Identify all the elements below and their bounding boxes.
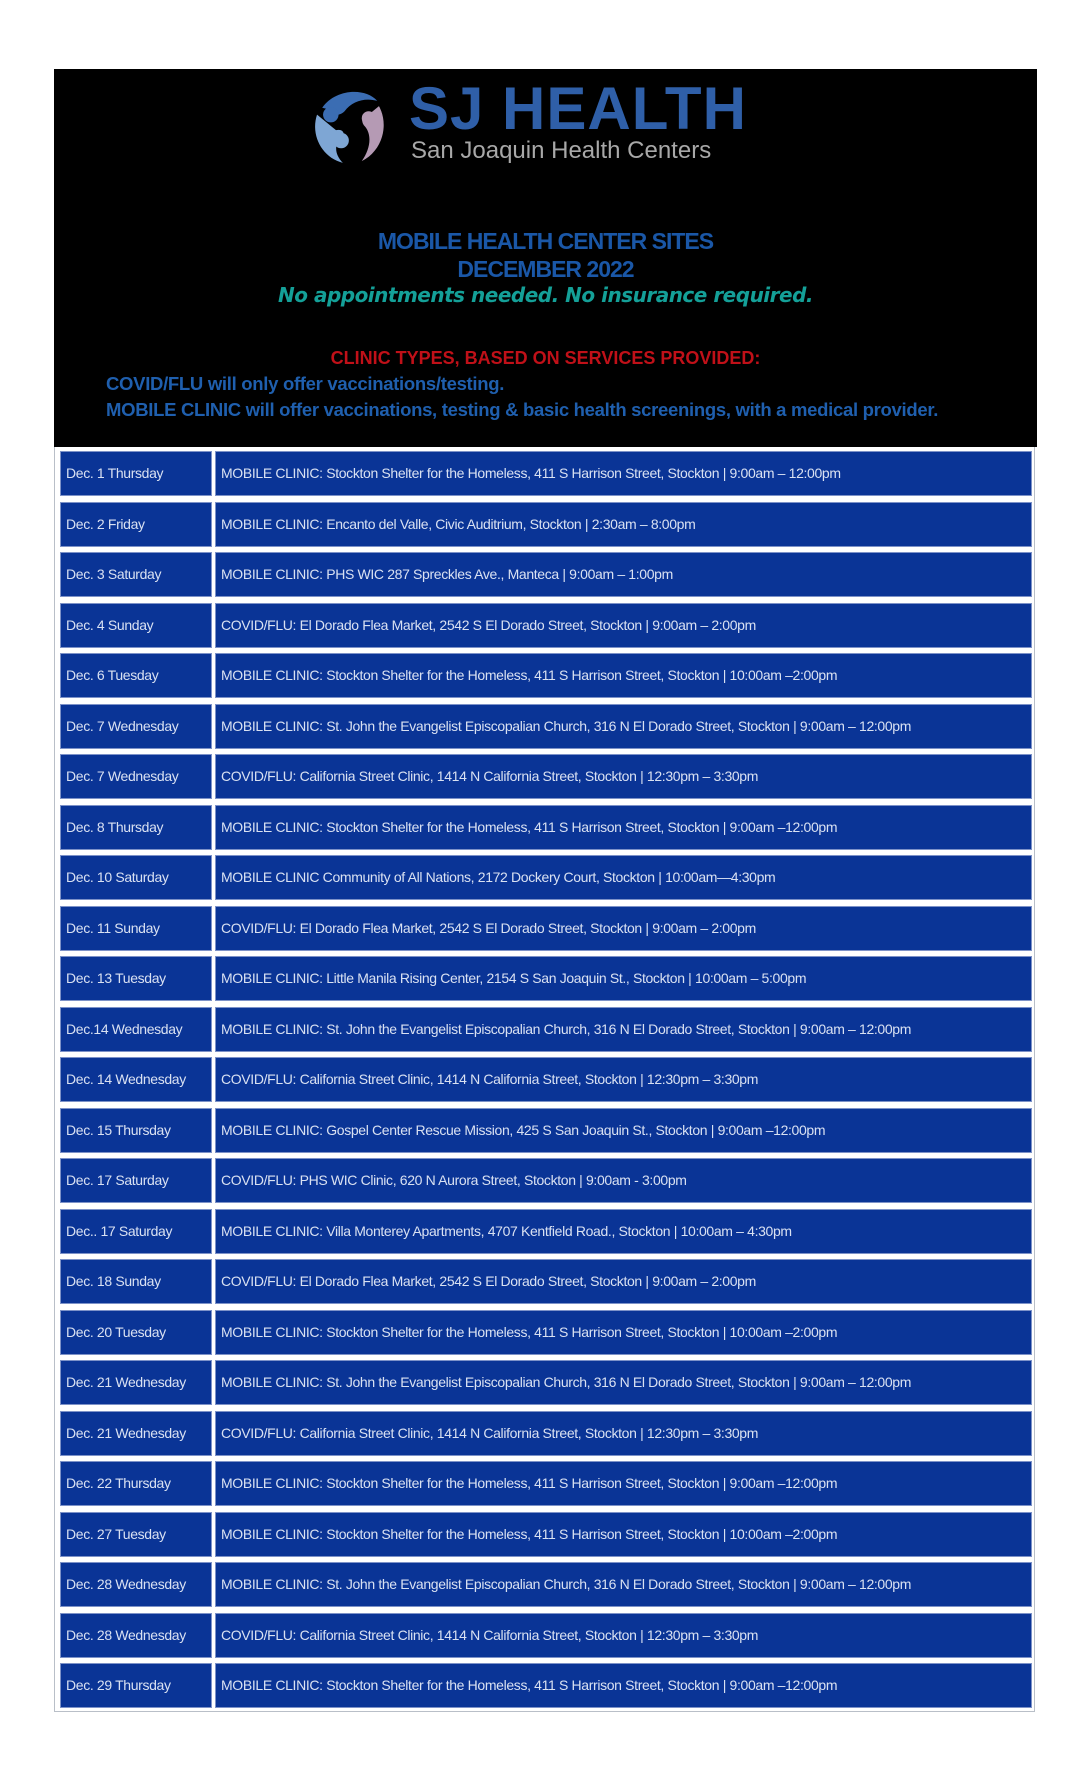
- logo-title: SJ HEALTH: [409, 75, 747, 142]
- details-cell: MOBILE CLINIC: Stockton Shelter for the Homeless, 411 S Harrison Street, Stockton | 9:00am – 12:00pm: [216, 452, 1031, 495]
- page-title: MOBILE HEALTH CENTER SITES: [377, 228, 714, 254]
- table-row: [61, 1109, 1031, 1152]
- sj-health-logo: [305, 75, 785, 170]
- table-row: [61, 604, 1031, 647]
- table-row: [61, 1462, 1031, 1505]
- details-cell: COVID/FLU: California Street Clinic, 1414 N California Street, Stockton | 12:30pm – 3:30pm: [216, 755, 1031, 798]
- schedule-table: [61, 452, 1031, 1715]
- date-cell: Dec. 28 Wednesday: [61, 1614, 211, 1657]
- table-row: [61, 806, 1031, 849]
- details-cell: COVID/FLU: California Street Clinic, 1414 N California Street, Stockton | 12:30pm – 3:30pm: [216, 1412, 1031, 1455]
- table-row: [61, 1159, 1031, 1202]
- clinic-types-heading: CLINIC TYPES, BASED ON SERVICES PROVIDED:: [330, 348, 761, 368]
- details-cell: MOBILE CLINIC: Stockton Shelter for the Homeless, 411 S Harrison Street, Stockton | 10:00am –2:00pm: [216, 1513, 1031, 1556]
- table-row: [61, 1311, 1031, 1354]
- details-cell: MOBILE CLINIC: Villa Monterey Apartments, 4707 Kentfield Road., Stockton | 10:00am – 4:30pm: [216, 1210, 1031, 1253]
- date-cell: Dec. 21 Wednesday: [61, 1361, 211, 1404]
- table-row: [61, 755, 1031, 798]
- page-subtitle-month: DECEMBER 2022: [457, 256, 634, 282]
- table-row: [61, 503, 1031, 546]
- details-cell: COVID/FLU: El Dorado Flea Market, 2542 S El Dorado Street, Stockton | 9:00am – 2:00pm: [216, 1260, 1031, 1303]
- details-cell: MOBILE CLINIC: Encanto del Valle, Civic Auditrium, Stockton | 2:30am – 8:00pm: [216, 503, 1031, 546]
- date-cell: Dec.14 Wednesday: [61, 1008, 211, 1051]
- date-cell: Dec. 20 Tuesday: [61, 1311, 211, 1354]
- table-row: [61, 1260, 1031, 1303]
- details-cell: MOBILE CLINIC Community of All Nations, 2172 Dockery Court, Stockton | 10:00am—4:30pm: [216, 856, 1031, 899]
- details-cell: COVID/FLU: California Street Clinic, 1414 N California Street, Stockton | 12:30pm – 3:30pm: [216, 1614, 1031, 1657]
- date-cell: Dec. 17 Saturday: [61, 1159, 211, 1202]
- details-cell: COVID/FLU: California Street Clinic, 1414 N California Street, Stockton | 12:30pm – 3:30pm: [216, 1058, 1031, 1101]
- details-cell: MOBILE CLINIC: St. John the Evangelist Episcopalian Church, 316 N El Dorado Street, Stockton | 9:00am – 12:00pm: [216, 705, 1031, 748]
- details-cell: MOBILE CLINIC: Stockton Shelter for the Homeless, 411 S Harrison Street, Stockton | 9:00am –12:00pm: [216, 806, 1031, 849]
- table-row: [61, 1210, 1031, 1253]
- date-cell: Dec. 4 Sunday: [61, 604, 211, 647]
- date-cell: Dec. 2 Friday: [61, 503, 211, 546]
- date-cell: Dec. 13 Tuesday: [61, 957, 211, 1000]
- table-row: [61, 1008, 1031, 1051]
- date-cell: Dec. 14 Wednesday: [61, 1058, 211, 1101]
- table-row: [61, 1664, 1031, 1707]
- table-row: [61, 1058, 1031, 1101]
- details-cell: MOBILE CLINIC: Stockton Shelter for the Homeless, 411 S Harrison Street, Stockton | 10:00am –2:00pm: [216, 654, 1031, 697]
- table-row: [61, 1563, 1031, 1606]
- details-cell: MOBILE CLINIC: Stockton Shelter for the Homeless, 411 S Harrison Street, Stockton | 9:00am –12:00pm: [216, 1462, 1031, 1505]
- date-cell: Dec. 8 Thursday: [61, 806, 211, 849]
- table-row: [61, 907, 1031, 950]
- date-cell: Dec. 29 Thursday: [61, 1664, 211, 1707]
- date-cell: Dec. 21 Wednesday: [61, 1412, 211, 1455]
- date-cell: Dec. 10 Saturday: [61, 856, 211, 899]
- clinic-type-covid-flu: COVID/FLU will only offer vaccinations/testing.: [106, 373, 505, 394]
- details-cell: MOBILE CLINIC: Stockton Shelter for the Homeless, 411 S Harrison Street, Stockton | 10:00am –2:00pm: [216, 1311, 1031, 1354]
- details-cell: MOBILE CLINIC: St. John the Evangelist Episcopalian Church, 316 N El Dorado Street, Stockton | 9:00am – 12:00pm: [216, 1361, 1031, 1404]
- details-cell: COVID/FLU: El Dorado Flea Market, 2542 S El Dorado Street, Stockton | 9:00am – 2:00pm: [216, 907, 1031, 950]
- people-circle-logo-icon: [305, 82, 391, 168]
- table-row: [61, 856, 1031, 899]
- clinic-type-mobile-clinic: MOBILE CLINIC will offer vaccinations, testing & basic health screenings, with a medical provider.: [106, 399, 939, 420]
- date-cell: Dec.. 17 Saturday: [61, 1210, 211, 1253]
- date-cell: Dec. 27 Tuesday: [61, 1513, 211, 1556]
- tagline: No appointments needed. No insurance required.: [278, 283, 813, 307]
- date-cell: Dec. 6 Tuesday: [61, 654, 211, 697]
- date-cell: Dec. 11 Sunday: [61, 907, 211, 950]
- details-cell: MOBILE CLINIC: St. John the Evangelist Episcopalian Church, 316 N El Dorado Street, Stockton | 9:00am – 12:00pm: [216, 1008, 1031, 1051]
- details-cell: MOBILE CLINIC: Little Manila Rising Center, 2154 S San Joaquin St., Stockton | 10:00am – 5:00pm: [216, 957, 1031, 1000]
- date-cell: Dec. 1 Thursday: [61, 452, 211, 495]
- logo-subtitle: San Joaquin Health Centers: [411, 137, 712, 164]
- table-row: [61, 705, 1031, 748]
- table-row: [61, 957, 1031, 1000]
- details-cell: MOBILE CLINIC: Gospel Center Rescue Mission, 425 S San Joaquin St., Stockton | 9:00am –12:00pm: [216, 1109, 1031, 1152]
- date-cell: Dec. 15 Thursday: [61, 1109, 211, 1152]
- details-cell: MOBILE CLINIC: PHS WIC 287 Spreckles Ave., Manteca | 9:00am – 1:00pm: [216, 553, 1031, 596]
- table-row: [61, 1614, 1031, 1657]
- table-row: [61, 1361, 1031, 1404]
- table-row: [61, 1513, 1031, 1556]
- date-cell: Dec. 7 Wednesday: [61, 755, 211, 798]
- details-cell: MOBILE CLINIC: Stockton Shelter for the Homeless, 411 S Harrison Street, Stockton | 9:00am –12:00pm: [216, 1664, 1031, 1707]
- date-cell: Dec. 28 Wednesday: [61, 1563, 211, 1606]
- table-row: [61, 654, 1031, 697]
- details-cell: MOBILE CLINIC: St. John the Evangelist Episcopalian Church, 316 N El Dorado Street, Stockton | 9:00am – 12:00pm: [216, 1563, 1031, 1606]
- table-row: [61, 553, 1031, 596]
- table-row: [61, 1412, 1031, 1455]
- details-cell: COVID/FLU: PHS WIC Clinic, 620 N Aurora Street, Stockton | 9:00am - 3:00pm: [216, 1159, 1031, 1202]
- table-row: [61, 452, 1031, 495]
- date-cell: Dec. 3 Saturday: [61, 553, 211, 596]
- date-cell: Dec. 22 Thursday: [61, 1462, 211, 1505]
- details-cell: COVID/FLU: El Dorado Flea Market, 2542 S El Dorado Street, Stockton | 9:00am – 2:00pm: [216, 604, 1031, 647]
- date-cell: Dec. 18 Sunday: [61, 1260, 211, 1303]
- date-cell: Dec. 7 Wednesday: [61, 705, 211, 748]
